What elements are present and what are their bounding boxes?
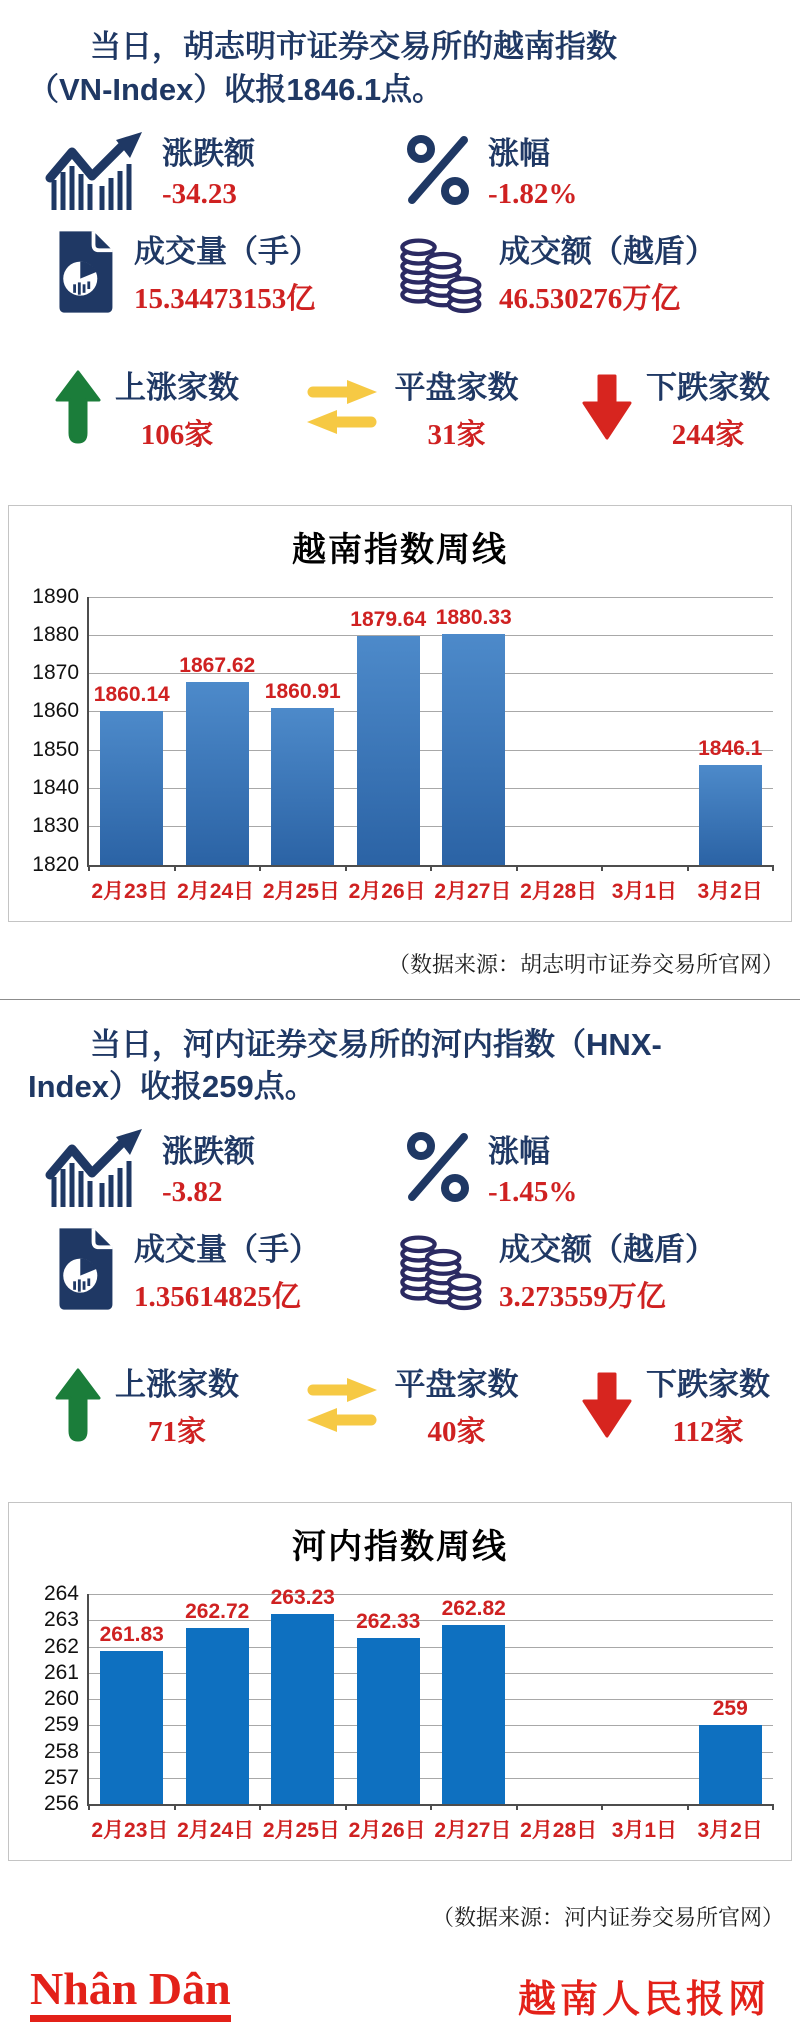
y-axis-tick-label: 1880 — [32, 622, 79, 646]
down-stat — [582, 1359, 770, 1450]
hnx-section — [0, 1024, 800, 1933]
x-axis-label: 2月23日 — [91, 879, 169, 903]
swap-arrows-icon — [303, 1376, 381, 1434]
breadth-row — [0, 362, 800, 453]
up-arrow-icon — [55, 1368, 101, 1442]
x-axis-label: 2月27日 — [434, 1819, 512, 1843]
y-axis-tick-label: 264 — [43, 1582, 79, 1606]
document-pie-icon — [50, 1223, 120, 1315]
bar — [186, 1628, 249, 1804]
gridline — [89, 635, 773, 636]
site-name: 越南人民报网 — [517, 1979, 770, 2022]
gridline — [89, 597, 773, 598]
turnover-value: 46.530276万亿 — [499, 283, 681, 316]
y-axis-tick-label: 1820 — [32, 852, 79, 876]
flat-stat — [303, 1359, 519, 1450]
up-value: 106家 — [140, 418, 214, 451]
y-axis-tick-label: 1830 — [32, 814, 79, 838]
down-value: 112家 — [672, 1416, 744, 1449]
change-row — [0, 1125, 800, 1209]
y-axis-tick-label: 1840 — [32, 775, 79, 799]
bar — [100, 1651, 163, 1804]
y-axis-tick-label: 256 — [43, 1792, 79, 1816]
bar-value-label: 262.72 — [185, 1599, 250, 1623]
nhandan-logo: Nhân Dân — [30, 1966, 231, 2022]
down-label: 下跌家数 — [646, 369, 770, 405]
vn-headline — [28, 26, 772, 112]
data-source-note: （数据来源：河内证券交易所官网） — [431, 1905, 784, 1931]
section-divider — [0, 999, 800, 1000]
y-axis-tick-label: 263 — [43, 1608, 79, 1632]
bar — [357, 1638, 420, 1804]
change-stat — [44, 1125, 402, 1209]
swap-arrows-icon — [303, 378, 381, 436]
pct-stat — [402, 128, 577, 211]
bar — [100, 711, 163, 865]
volume-value: 1.35614825亿 — [134, 1280, 301, 1313]
x-axis-label: 3月2日 — [697, 879, 763, 903]
bar-value-label: 1860.14 — [93, 682, 170, 706]
bar — [186, 682, 249, 864]
turnover-value: 3.273559万亿 — [499, 1280, 666, 1313]
up-label: 上涨家数 — [115, 1367, 239, 1403]
x-axis-label: 2月28日 — [520, 879, 598, 903]
pct-value: -1.45% — [488, 1175, 578, 1208]
bar-value-label: 261.83 — [99, 1623, 164, 1647]
y-axis-tick-label: 259 — [43, 1713, 79, 1737]
document-pie-icon — [50, 226, 120, 318]
vn-section — [0, 26, 800, 979]
y-axis-tick-label: 261 — [43, 1660, 79, 1684]
change-value: -34.23 — [162, 178, 237, 211]
x-axis-tick — [88, 865, 90, 871]
down-arrow-icon — [582, 373, 632, 441]
x-axis-tick — [687, 865, 689, 871]
x-axis-tick — [516, 1804, 518, 1810]
up-value: 71家 — [147, 1416, 206, 1449]
bar — [271, 1614, 334, 1804]
down-stat — [582, 362, 770, 453]
turnover-stat — [390, 226, 716, 317]
hnx-headline — [28, 1024, 772, 1110]
bar-value-label: 1846.1 — [698, 736, 763, 760]
coin-stacks-icon — [390, 228, 485, 316]
headline-line1: 当日，河内证券交易所的河内指数（HNX- — [90, 1026, 662, 1062]
pct-label: 涨幅 — [488, 1133, 550, 1169]
chart-title: 越南指数周线 — [292, 531, 508, 569]
x-axis-labels — [87, 875, 773, 921]
pct-value: -1.82% — [488, 178, 578, 211]
percent-icon — [402, 1129, 474, 1205]
x-axis-tick — [601, 1804, 603, 1810]
x-axis-tick — [601, 865, 603, 871]
turnover-stat — [390, 1224, 716, 1315]
bar — [357, 636, 420, 864]
y-axis-tick-label: 258 — [43, 1739, 79, 1763]
bar-value-label: 1867.62 — [179, 654, 256, 678]
volume-value: 15.34473153亿 — [134, 283, 316, 316]
flat-label: 平盘家数 — [394, 369, 519, 405]
bar-value-label: 262.33 — [356, 1609, 421, 1633]
x-axis-label: 3月1日 — [611, 879, 678, 903]
x-axis-label: 2月26日 — [348, 1819, 426, 1843]
x-axis-tick — [345, 865, 347, 871]
data-source-note: （数据来源：胡志明市证券交易所官网） — [387, 951, 784, 977]
y-axis-tick-label: 260 — [43, 1687, 79, 1711]
y-axis-tick-label: 1870 — [32, 661, 79, 685]
up-stat — [55, 362, 239, 453]
volume-stat — [50, 226, 390, 318]
flat-value: 31家 — [427, 418, 486, 451]
trend-chart-icon — [44, 128, 148, 212]
change-row — [0, 128, 800, 212]
x-axis-tick — [259, 865, 261, 871]
bar-value-label: 259 — [712, 1697, 748, 1721]
x-axis-tick — [430, 865, 432, 871]
x-axis-tick — [687, 1804, 689, 1810]
down-value: 244家 — [671, 418, 745, 451]
coin-stacks-icon — [390, 1225, 485, 1313]
x-axis-label: 3月1日 — [611, 1819, 678, 1843]
x-axis-label: 2月28日 — [520, 1819, 598, 1843]
x-axis-label: 2月27日 — [434, 879, 512, 903]
bar-value-label: 1879.64 — [350, 608, 427, 632]
bar-value-label: 1880.33 — [435, 605, 512, 629]
x-axis-label: 2月24日 — [177, 1819, 255, 1843]
up-arrow-icon — [55, 370, 101, 444]
change-value: -3.82 — [162, 1175, 223, 1208]
footer — [30, 1963, 770, 2022]
x-axis-tick — [345, 1804, 347, 1810]
x-axis-tick — [88, 1804, 90, 1810]
flat-value: 40家 — [427, 1416, 486, 1449]
x-axis-tick — [430, 1804, 432, 1810]
x-axis-label: 2月25日 — [262, 879, 340, 903]
x-axis-label: 2月25日 — [262, 1819, 340, 1843]
bar-value-label: 1860.91 — [264, 679, 341, 703]
bar — [699, 765, 762, 865]
down-arrow-icon — [582, 1371, 632, 1439]
turnover-label: 成交额（越盾） — [499, 234, 716, 270]
x-axis-labels — [87, 1814, 773, 1860]
up-label: 上涨家数 — [115, 369, 239, 405]
volume-stat — [50, 1223, 390, 1315]
flat-stat — [303, 362, 519, 453]
trend-chart-icon — [44, 1125, 148, 1209]
x-axis-tick — [516, 865, 518, 871]
percent-icon — [402, 132, 474, 208]
change-label: 涨跌额 — [162, 136, 255, 172]
x-axis-label: 2月23日 — [91, 1819, 169, 1843]
x-axis-tick — [174, 865, 176, 871]
x-axis-label: 2月26日 — [348, 879, 426, 903]
volume-row — [0, 1223, 800, 1315]
y-axis-tick-label: 257 — [43, 1765, 79, 1789]
turnover-label: 成交额（越盾） — [499, 1231, 716, 1267]
vn-weekly-chart — [8, 505, 792, 922]
volume-row — [0, 226, 800, 318]
bar — [442, 634, 505, 865]
hnx-weekly-chart — [8, 1502, 792, 1861]
x-axis-tick — [772, 865, 774, 871]
up-stat — [55, 1359, 239, 1450]
x-axis-tick — [259, 1804, 261, 1810]
x-axis-label: 2月24日 — [177, 879, 255, 903]
bar-value-label: 263.23 — [270, 1586, 335, 1610]
change-stat — [44, 128, 402, 212]
breadth-row — [0, 1359, 800, 1450]
pct-stat — [402, 1126, 577, 1209]
down-label: 下跌家数 — [646, 1367, 770, 1403]
plot-area — [32, 584, 773, 876]
headline-line2: （VN-Index）收报1846.1点。 — [28, 71, 444, 107]
x-axis-label: 3月2日 — [697, 1819, 763, 1843]
y-axis-tick-label: 1890 — [32, 584, 79, 608]
pct-label: 涨幅 — [488, 136, 550, 172]
plot-area — [43, 1582, 773, 1816]
chart-title: 河内指数周线 — [292, 1529, 508, 1567]
bar — [442, 1625, 505, 1804]
volume-label: 成交量（手） — [134, 234, 320, 270]
change-label: 涨跌额 — [162, 1133, 255, 1169]
x-axis-tick — [174, 1804, 176, 1810]
flat-label: 平盘家数 — [394, 1367, 519, 1403]
y-axis-tick-label: 1850 — [32, 737, 79, 761]
headline-line2: Index）收报259点。 — [28, 1069, 316, 1105]
bar — [271, 708, 334, 865]
gridline — [89, 1594, 773, 1595]
bar — [699, 1725, 762, 1804]
y-axis-tick-label: 1860 — [32, 699, 79, 723]
x-axis-tick — [772, 1804, 774, 1810]
headline-line1: 当日，胡志明市证券交易所的越南指数 — [90, 29, 617, 64]
volume-label: 成交量（手） — [134, 1231, 320, 1267]
y-axis-tick-label: 262 — [43, 1634, 79, 1658]
bar-value-label: 262.82 — [441, 1597, 506, 1621]
